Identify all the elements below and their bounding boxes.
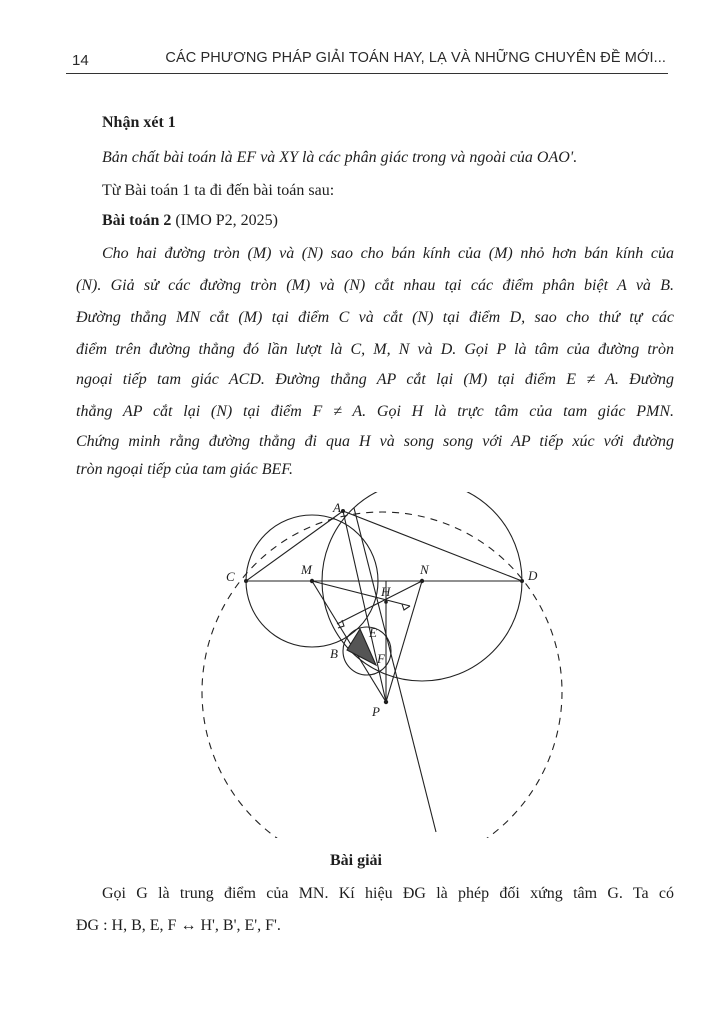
solution-line-1: Gọi G là trung điểm của MN. Kí hiệu ĐG là phép đối xứng tâm G. Ta có xyxy=(102,885,674,902)
label-c: C xyxy=(226,569,235,584)
label-a: A xyxy=(333,500,341,515)
label-h: H xyxy=(381,584,391,599)
problem-line-5: ngoại tiếp tam giác ACD. Đường thẳng AP cắt lại (M) tại điểm E ≠ A. Đường xyxy=(76,371,674,388)
transition-text: Từ Bài toán 1 ta đi đến bài toán sau: xyxy=(102,182,335,199)
label-n: N xyxy=(420,562,429,577)
problem-heading-source: (IMO P2, 2025) xyxy=(171,212,279,229)
label-f: F xyxy=(377,651,385,666)
page-header xyxy=(0,0,712,76)
problem-line-3: Đường thẳng MN cắt (M) tại điểm C và cắt (N) tại điểm D, sao cho thứ tự các xyxy=(76,309,674,326)
label-d: D xyxy=(528,568,538,583)
label-p: P xyxy=(372,704,380,719)
problem-line-6: thẳng AP cắt lại (N) tại điểm F ≠ A. Gọi H là trực tâm của tam giác PMN. xyxy=(76,403,674,420)
geometry-figure xyxy=(196,492,586,838)
problem-heading xyxy=(102,211,278,231)
problem-line-8: tròn ngoại tiếp của tam giác BEF. xyxy=(76,461,294,478)
problem-heading-bold: Bài toán 2 xyxy=(102,212,172,229)
page-number: 14 xyxy=(72,52,89,69)
remark-text: Bản chất bài toán là EF và XY là các phân giác trong và ngoài của OAO'. xyxy=(102,149,578,166)
header-rule xyxy=(66,73,668,74)
problem-line-7: Chứng minh rằng đường thẳng đi qua H và song song với AP tiếp xúc với đường xyxy=(76,433,674,450)
altitude-from-m xyxy=(312,581,410,606)
label-b: B xyxy=(330,646,338,661)
circumcircle-acd xyxy=(202,512,562,838)
label-e: E xyxy=(369,625,377,640)
line-ap xyxy=(343,511,386,702)
remark-heading: Nhận xét 1 xyxy=(102,114,176,131)
running-title: CÁC PHƯƠNG PHÁP GIẢI TOÁN HAY, LẠ VÀ NHỮNG CHUYÊN ĐỀ MỚI... xyxy=(165,50,666,66)
altitude-from-n xyxy=(337,581,422,624)
segment-np xyxy=(386,581,422,702)
problem-line-1: Cho hai đường tròn (M) và (N) sao cho bán kính của (M) nhỏ hơn bán kính của xyxy=(102,245,674,262)
label-m: M xyxy=(301,562,312,577)
solution-line-2: ĐG : H, B, E, F ↔ H', B', E', F'. xyxy=(76,917,281,934)
problem-line-2: (N). Giả sử các đường tròn (M) và (N) cắt nhau tại các điểm phân biệt A và B. xyxy=(76,277,674,294)
problem-line-4: điểm trên đường thẳng đó lần lượt là C, M, N và D. Gọi P là tâm của đường tròn xyxy=(76,341,674,358)
solution-heading: Bài giải xyxy=(329,852,382,869)
